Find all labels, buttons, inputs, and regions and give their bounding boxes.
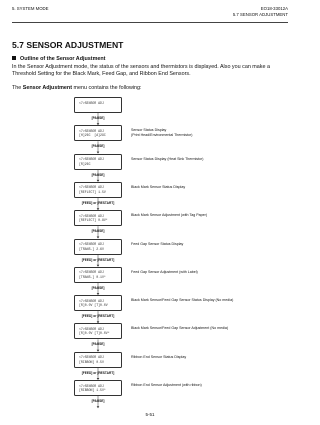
key-label: [PAUSE] [91,342,105,347]
step-label: Sensor Status Display (Print Head/Environmental Thermistor) [131,128,193,137]
lcd-line: <7>SENSOR ADJ [79,100,104,105]
lcd-line: [H]26C [A]29C [79,133,106,138]
subheading-text: Outline of the Sensor Adjustment [20,56,106,62]
lcd-line: <7>SENSOR ADJ [79,326,104,331]
lcd-line: <7>SENSOR ADJ [79,185,104,190]
step-label: Ribbon End Sensor Adjustment (with ribbon) [131,383,202,387]
lcd-display [74,295,122,311]
arrow-down-icon [97,406,100,408]
step-label: Black Mark Sensor Adjustment (with Tag Paper) [131,213,208,218]
step-label: Black Mark Sensor/Feed Gap Sensor Status Display (No media) [131,298,234,303]
lcd-display [74,323,122,339]
lcd-display [74,182,122,198]
key-label: [PAUSE] [91,285,105,290]
lcd-line: <7>SENSOR ADJ [79,383,104,388]
key-label: [FEED] or [RESTART] [81,200,115,205]
key-label: [PAUSE] [91,399,105,403]
lcd-display [74,210,122,226]
header-section: 5. SYSTEM MODE [12,6,49,11]
lcd-line: <7>SENSOR ADJ [79,298,104,303]
lcd-line: <7>SENSOR ADJ [79,157,104,162]
lcd-line: <7>SENSOR ADJ [79,213,104,218]
lcd-line: <7>SENSOR ADJ [79,128,104,133]
lcd-line: [R]0.0V [T]0.0V [79,303,108,308]
lcd-line: [TRANS.] 2.6V [79,246,104,251]
key-label: [PAUSE] [91,229,105,234]
menu-intro-bold: Sensor Adjustment [22,85,73,91]
key-label: [PAUSE] [91,116,105,120]
lcd-line: <7>SENSOR ADJ [79,242,104,246]
lcd-display [74,239,122,255]
menu-intro-prefix: The [12,85,23,91]
step-label: Feed Gap Sensor Status Display [131,241,184,246]
lcd-display [74,154,122,170]
lcd-display [74,380,122,396]
step-label: Black Mark Sensor Status Display [131,184,186,189]
step-label: Black Mark Sensor/Feed Gap Sensor Adjustment (No media) [131,326,229,331]
page-title: 5.7 SENSOR ADJUSTMENT [12,40,124,50]
key-label: [FEED] or [RESTART] [81,314,115,319]
lcd-line: [RIBBON] 1.5V* [79,388,106,393]
key-label: [PAUSE] [91,144,105,149]
header-subsection: 5.7 SENSOR ADJUSTMENT [232,12,288,17]
step-label: Feed Gap Sensor Adjustment (with Label) [131,269,198,274]
key-label: [FEED] or [RESTART] [81,257,115,262]
lcd-display [74,125,122,141]
lcd-display [74,97,122,113]
step-label: Ribbon End Sensor Status Display [131,354,187,359]
lcd-display [74,352,122,368]
lcd-line: [TRANS.] 0.1V* [79,274,106,279]
lcd-display [74,267,122,283]
key-label: [PAUSE] [91,172,105,177]
header-doc-number: EO18-33012A [260,6,288,11]
lcd-line: [REFLECT] 0.8V* [79,218,108,223]
lcd-line: [REFLECT] 1.5V [79,189,106,194]
lcd-line: [RIBBON] 0.5V [79,359,104,364]
lcd-line: <7>SENSOR ADJ [79,355,104,360]
step-label: Sensor Status Display (Heat Sink Thermistor) [131,156,204,161]
intro-paragraph: In the Sensor Adjustment mode, the status of the sensors and thermistors is displayed. Also you can make a Threshold Setting for the Black Mark, Feed Gap, and Ribbon End Sensors. [12,64,270,78]
lcd-line: [R]26C [79,161,91,166]
key-label: [FEED] or [RESTART] [81,370,115,375]
lcd-line: <7>SENSOR ADJ [79,270,104,275]
menu-intro-suffix: menu contains the following: [72,85,142,91]
lcd-line: [R]0.0V [T]0.0V* [79,331,110,336]
page-number: 5-51 [145,412,155,417]
